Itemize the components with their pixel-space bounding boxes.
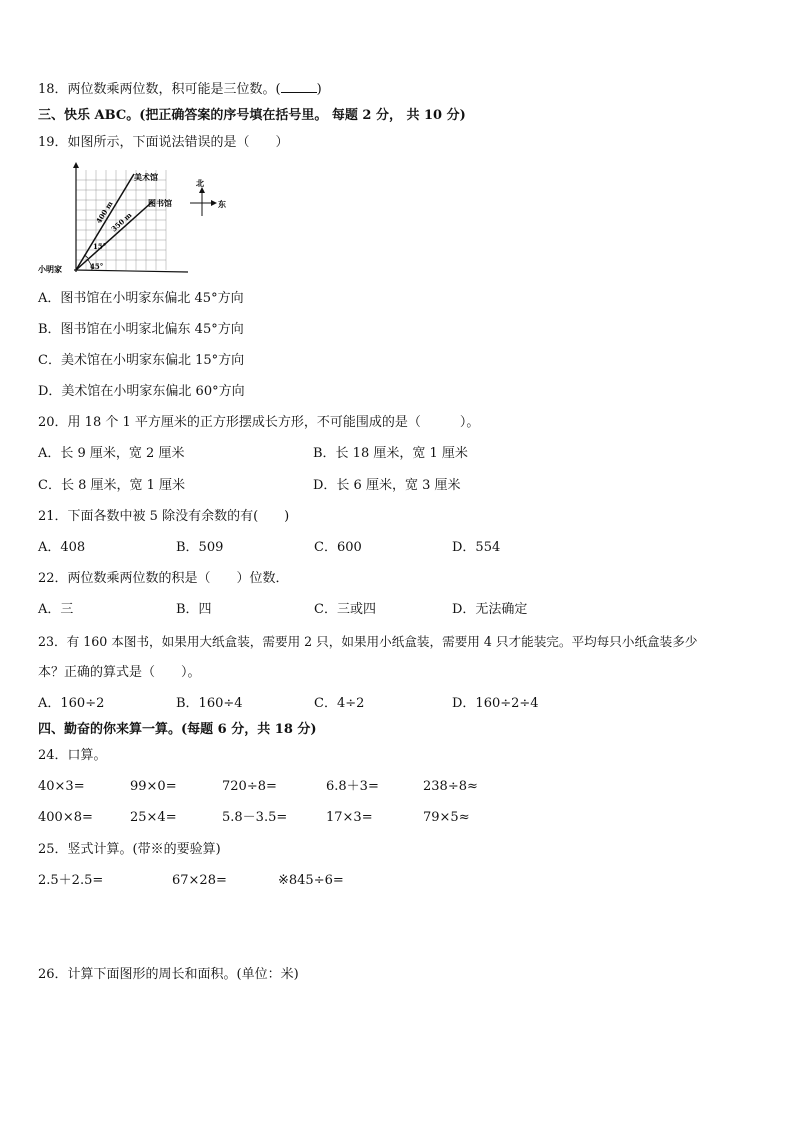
q22-option-a[interactable]: A．三 — [38, 602, 74, 617]
question-24-stem: 24．口算。 — [38, 748, 107, 763]
q24-calc: 79×5≈ — [423, 810, 470, 825]
answer-blank[interactable] — [281, 80, 317, 93]
y-axis-arrow — [73, 162, 79, 168]
q21-option-a[interactable]: A．408 — [38, 540, 86, 555]
question-23-stem-line2: 本？正确的算式是（ ）。 — [38, 665, 201, 680]
q25-calc: 67×28= — [172, 873, 227, 888]
label-library: 图书馆 — [148, 198, 172, 208]
q24-calc: 6.8＋3= — [326, 779, 379, 794]
q22-option-b[interactable]: B．四 — [176, 602, 212, 617]
q21-option-d[interactable]: D．554 — [452, 540, 501, 555]
q25-calc: 2.5＋2.5= — [38, 873, 104, 888]
question-19-stem: 19．如图所示，下面说法错误的是（ ） — [38, 135, 289, 150]
angle-label-15: 15° — [93, 242, 107, 251]
compass-icon — [190, 178, 226, 216]
q18-text: 18．两位数乘两位数，积可能是三位数。( — [38, 82, 281, 97]
direction-map-figure — [38, 162, 238, 282]
q24-calc: 5.8－3.5= — [222, 810, 288, 825]
label-museum: 美术馆 — [134, 172, 158, 182]
q19-option-b[interactable]: B．图书馆在小明家北偏东 45°方向 — [38, 322, 244, 337]
q20-option-b[interactable]: B．长 18 厘米，宽 1 厘米 — [313, 446, 468, 461]
q24-calc: 238÷8≈ — [423, 779, 478, 794]
q20-option-a[interactable]: A．长 9 厘米，宽 2 厘米 — [38, 446, 185, 461]
q24-calc: 40×3= — [38, 779, 85, 794]
q24-calc: 25×4= — [130, 810, 177, 825]
q23-option-d[interactable]: D．160÷2÷4 — [452, 696, 539, 711]
q18-close: ) — [316, 82, 322, 97]
q19-option-a[interactable]: A．图书馆在小明家东偏北 45°方向 — [38, 291, 244, 306]
angle-label-45: 45° — [90, 262, 104, 271]
q19-option-c[interactable]: C．美术馆在小明家东偏北 15°方向 — [38, 353, 245, 368]
question-26-stem: 26．计算下面图形的周长和面积。(单位：米) — [38, 967, 299, 982]
q25-calc: ※845÷6= — [278, 873, 344, 888]
question-20-stem: 20．用 18 个 1 平方厘米的正方形摆成长方形，不可能围成的是（ ）。 — [38, 415, 480, 430]
distance-library: 350 m — [109, 210, 134, 234]
question-18 — [38, 80, 322, 99]
q23-option-b[interactable]: B．160÷4 — [176, 696, 243, 711]
section-4-heading: 四、勤奋的你来算一算。(每题 6 分，共 18 分) — [38, 722, 317, 737]
q23-option-a[interactable]: A．160÷2 — [38, 696, 105, 711]
section-3-heading: 三、快乐 ABC。(把正确答案的序号填在括号里。 每题 2 分， 共 10 分) — [38, 108, 466, 123]
q21-option-c[interactable]: C．600 — [314, 540, 362, 555]
q23-option-c[interactable]: C．4÷2 — [314, 696, 365, 711]
q19-option-d[interactable]: D．美术馆在小明家东偏北 60°方向 — [38, 384, 245, 399]
q20-option-c[interactable]: C．长 8 厘米，宽 1 厘米 — [38, 478, 186, 493]
q24-calc: 720÷8= — [222, 779, 277, 794]
distance-museum: 400 m — [94, 199, 115, 226]
q21-option-b[interactable]: B．509 — [176, 540, 224, 555]
q22-option-d[interactable]: D．无法确定 — [452, 602, 528, 617]
label-home: 小明家 — [38, 264, 62, 274]
q24-calc: 400×8= — [38, 810, 93, 825]
q24-calc: 17×3= — [326, 810, 373, 825]
question-22-stem: 22．两位数乘两位数的积是（ ）位数． — [38, 571, 289, 586]
question-23-stem-line1: 23．有 160 本图书，如果用大纸盒装，需要用 2 只，如果用小纸盒装，需要用 4 只才能装完。平均每只小纸盒装多少 — [38, 634, 698, 649]
compass-east-label: 东 — [218, 199, 226, 209]
q20-option-d[interactable]: D．长 6 厘米，宽 3 厘米 — [313, 478, 461, 493]
question-21-stem: 21．下面各数中被 5 除没有余数的有( ) — [38, 509, 290, 524]
q22-option-c[interactable]: C．三或四 — [314, 602, 376, 617]
q24-calc: 99×0= — [130, 779, 177, 794]
question-25-stem: 25．竖式计算。(带※的要验算) — [38, 842, 221, 857]
compass-north-label: 北 — [196, 178, 204, 188]
